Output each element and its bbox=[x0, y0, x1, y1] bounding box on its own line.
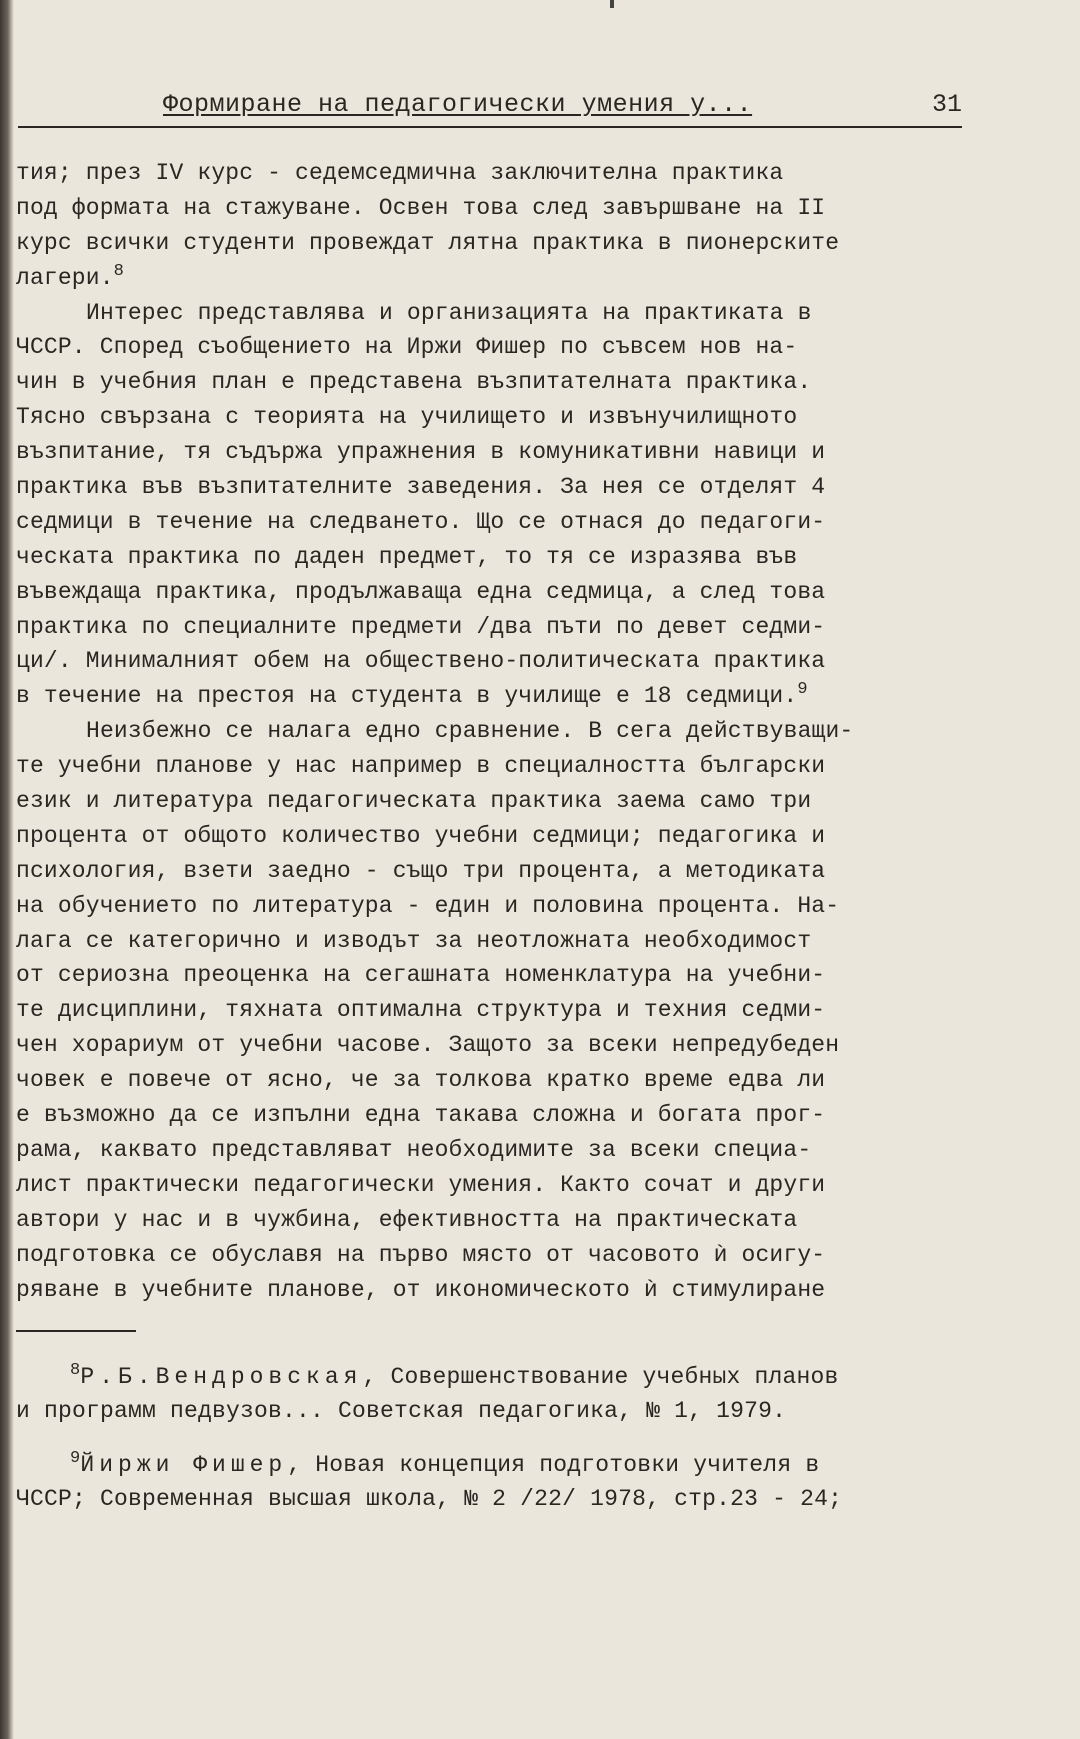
footnote-9-continuation: ЧССР; Современная высшая школа, № 2 /22/ 1978, стр.23 - 24; bbox=[16, 1486, 843, 1512]
text-line: в течение на престоя на студента в училище е 18 седмици.$^9$ bbox=[16, 680, 808, 710]
footnote-8-marker: 8 bbox=[70, 1361, 81, 1380]
text-line: чин в учебния план е представена възпитателната практика. bbox=[16, 369, 812, 396]
text-line: курс всички студенти провеждат лятна практика в пионерските bbox=[16, 229, 840, 256]
text-line: ческата практика по даден предмет, то тя се изразява във bbox=[16, 543, 798, 570]
text-line: рама, каквато представляват необходимите за всеки специа- bbox=[16, 1136, 812, 1163]
footnote-8-continuation: и программ педвузов... Советская педагогика, № 1, 1979. bbox=[16, 1398, 787, 1424]
text-line: език и литература педагогическата практика заема само три bbox=[16, 788, 812, 815]
text-line: под формата на стажуване. Освен това след завършване на II bbox=[16, 194, 826, 221]
body-text bbox=[16, 156, 966, 1307]
text-line: от сериозна преоценка на сегашната номенклатура на учебни- bbox=[16, 962, 826, 989]
footnote-9 bbox=[16, 1448, 966, 1482]
scan-mark bbox=[610, 0, 614, 8]
text-line: процента от общото количество учебни седмици; педагогика и bbox=[16, 822, 826, 849]
book-binding-edge bbox=[0, 0, 14, 1739]
running-title: Формиране на педагогически умения у... bbox=[163, 90, 753, 119]
text-line: ряване в учебните планове, от икономическото ѝ стимулиране bbox=[16, 1276, 826, 1303]
text-line: човек е повече от ясно, че за толкова кратко време едва ли bbox=[16, 1067, 826, 1094]
page-number: 31 bbox=[931, 90, 962, 119]
running-header bbox=[18, 86, 962, 128]
footnote-ref-9: 9 bbox=[797, 680, 808, 700]
text-line: практика във възпитателните заведения. За нея се отделят 4 bbox=[16, 474, 826, 501]
footnotes bbox=[16, 1360, 966, 1516]
text-line: лист практически педагогически умения. Както сочат и други bbox=[16, 1171, 826, 1198]
footnote-9-title: , Новая концепция подготовки учителя в bbox=[287, 1452, 820, 1478]
text-line: ци/. Минималният обем на обществено-политическата практика bbox=[16, 648, 826, 675]
text-line: въвеждаща практика, продължаваща една седмица, а след това bbox=[16, 578, 826, 605]
footnote-separator bbox=[16, 1330, 136, 1332]
text-line: Тясно свързана с теорията на училището и извънучилищното bbox=[16, 404, 798, 431]
text-line: лага се категорично и изводът за неотложната необходимост bbox=[16, 927, 812, 954]
text-line: подготовка се обуславя на първо място от часовото ѝ осигу- bbox=[16, 1241, 826, 1268]
text-line: седмици в течение на следването. Що се отнася до педагоги- bbox=[16, 508, 826, 535]
text-line: практика по специалните предмети /два пъти по девет седми- bbox=[16, 613, 826, 640]
text-line: те дисциплини, тяхната оптимална структура и техния седми- bbox=[16, 997, 826, 1024]
text-line: те учебни планове у нас например в специалността български bbox=[16, 753, 826, 780]
text-line: тия; през IV курс - седемседмична заключителна практика bbox=[16, 160, 784, 186]
text-line: е възможно да се изпълни една такава сложна и богата прог- bbox=[16, 1102, 826, 1129]
text-line: автори у нас и в чужбина, ефективността на практическата bbox=[16, 1206, 798, 1233]
text-line: лагери.$^8$ bbox=[16, 261, 125, 291]
footnote-9-author: Йиржи Фишер bbox=[80, 1452, 288, 1478]
text-line: възпитание, тя съдържа упражнения в комуникативни навици и bbox=[16, 439, 826, 466]
footnote-9-marker: 9 bbox=[70, 1449, 81, 1468]
text-line: на обучението по литература - един и половина процента. На- bbox=[16, 892, 840, 919]
footnote-8-title: , Совершенствование учебных планов bbox=[362, 1364, 839, 1390]
text-line: чен хорариум от учебни часове. Защото за всеки непредубеден bbox=[16, 1032, 840, 1059]
text-line: психология, взети заедно - също три процента, а методиката bbox=[16, 857, 826, 884]
footnote-ref-8: 8 bbox=[113, 261, 125, 281]
paragraph-start: Интерес представлява и организацията на практиката в bbox=[86, 299, 812, 326]
paragraph-start: Неизбежно се налага едно сравнение. В сега действуващи- bbox=[86, 718, 854, 745]
text-line: ЧССР. Според съобщението на Иржи Фишер по съвсем нов на- bbox=[16, 334, 798, 361]
footnote-8-author: Р.Б.Вендровская bbox=[80, 1364, 363, 1390]
footnote-8 bbox=[16, 1360, 966, 1394]
